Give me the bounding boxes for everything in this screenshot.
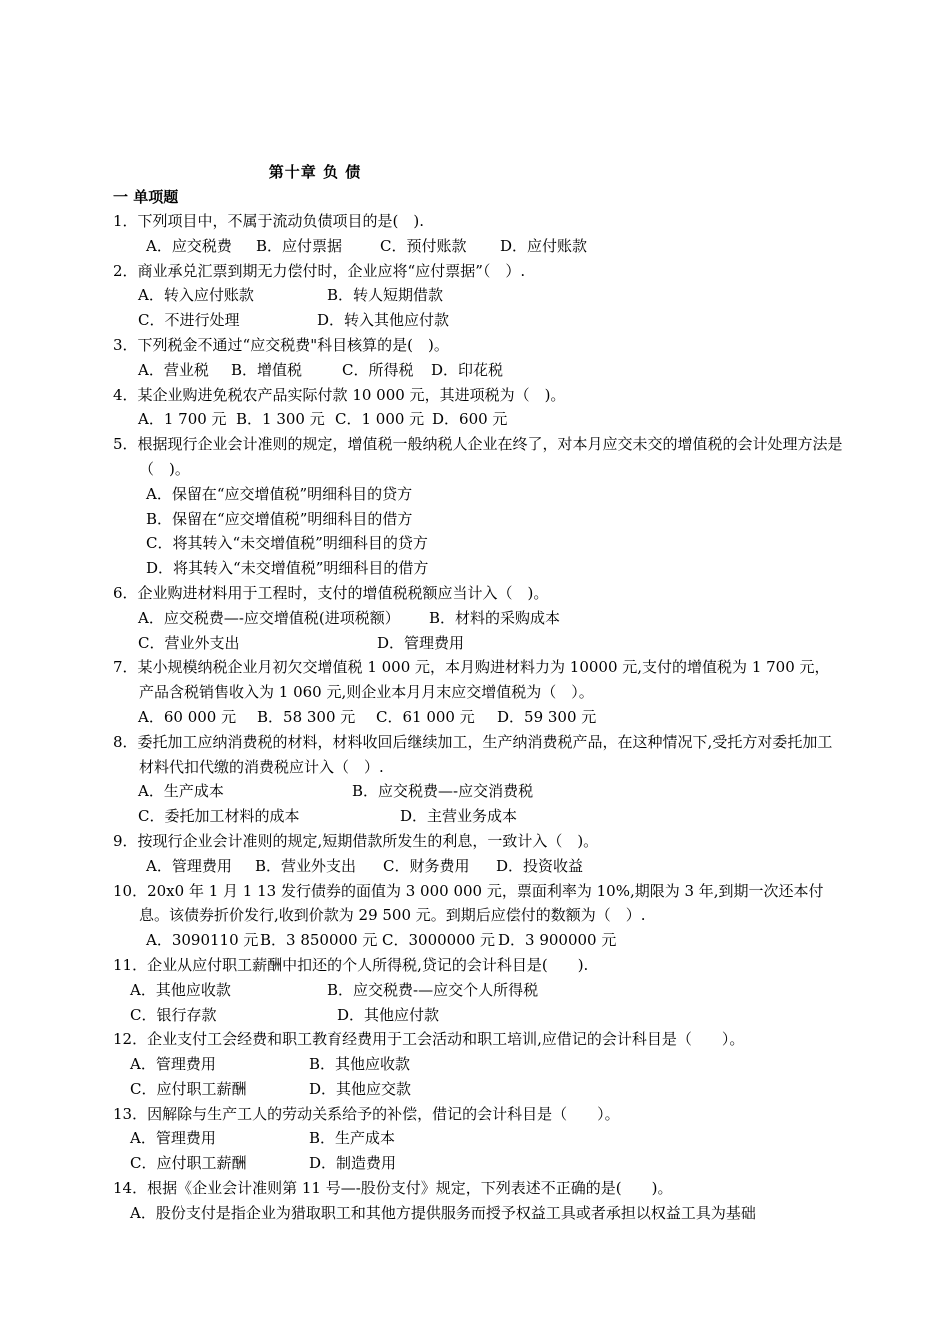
option-row — [113, 606, 843, 631]
option: B．应交税费-—应交个人所得税 — [327, 980, 539, 999]
option-row — [113, 1151, 843, 1176]
question-text: 4．某企业购进免税农产品实际付款 10 000 元，其进项税为（ )。 — [113, 385, 566, 404]
option: B．营业外支出 — [255, 856, 357, 875]
option: C．银行存款 — [130, 1005, 217, 1024]
option: B．保留在“应交增值税”明细科目的借方 — [146, 509, 413, 528]
option: B．转人短期借款 — [327, 286, 444, 305]
option: A．管理费用 — [130, 1129, 216, 1148]
option-row — [113, 854, 843, 879]
option-row — [113, 283, 843, 308]
option: C．营业外支出 — [138, 633, 240, 652]
option: D．3 900000 元 — [498, 931, 617, 950]
option: A．管理费用 — [146, 856, 232, 875]
option: A．生产成本 — [138, 782, 224, 801]
option: B．材料的采购成本 — [429, 608, 561, 627]
option: C．预付账款 — [380, 236, 467, 255]
option: D．印花税 — [431, 360, 504, 379]
option: D．主营业务成本 — [400, 807, 518, 826]
question-text: 8．委托加工应纳消费税的材料，材料收回后继续加工，生产纳消费税产品，在这种情况下,受托方对委托加工材料代扣代缴的消费税应计入（ ）. — [113, 732, 833, 776]
question-text: 11．企业从应付职工薪酬中扣还的个人所得税,贷记的会计科目是( ). — [113, 955, 589, 974]
option: D．投资收益 — [496, 856, 584, 875]
option-row — [113, 407, 843, 432]
option: B．3 850000 元 — [260, 931, 378, 950]
option: D．其他应交款 — [309, 1079, 412, 1098]
option: A．股份支付是指企业为猎取职工和其他方提供服务而授予权益工具或者承担以权益工具为基础 — [130, 1203, 756, 1222]
option: A．保留在“应交增值税”明细科目的贷方 — [146, 484, 413, 503]
question-text: 5．根据现行企业会计准则的规定，增值税一般纳税人企业在终了，对本月应交未交的增值税的会计处理方法是（ )。 — [113, 435, 843, 478]
option: A．其他应收款 — [130, 980, 231, 999]
option: B．应交税费—-应交消费税 — [352, 782, 534, 801]
option: C．所得税 — [342, 360, 414, 379]
section-title: 一 单项题 — [113, 188, 179, 206]
option: C．将其转入“未交增值税”明细科目的贷方 — [146, 534, 428, 553]
option: C．应付职工薪酬 — [130, 1079, 247, 1098]
chapter-title: 第十章 负 债 — [268, 163, 362, 181]
option: A．3090110 元 — [146, 931, 259, 950]
option: A．60 000 元 — [138, 707, 237, 726]
option-row — [113, 234, 843, 259]
option: A．转入应付账款 — [138, 286, 254, 305]
option-row — [113, 928, 843, 953]
option: A．管理费用 — [130, 1055, 216, 1074]
option-row — [113, 1052, 843, 1077]
option: D．其他应付款 — [337, 1005, 440, 1024]
question-list — [113, 209, 843, 1226]
option-row — [113, 1126, 843, 1151]
option: D．应付账款 — [500, 236, 588, 255]
question-text: 3．下列税金不通过“应交税费"科目核算的是( )。 — [113, 335, 449, 354]
option: A．营业税 — [138, 360, 209, 379]
option: C．应付职工薪酬 — [130, 1154, 247, 1173]
option: C．3000000 元 — [382, 931, 496, 950]
option: A．应交税费 — [146, 236, 232, 255]
option: B．1 300 元 — [236, 410, 325, 429]
question-text: 14．根据《企业会计准则第 11 号—-股份支付》规定，下列表述不正确的是( )。 — [113, 1179, 673, 1198]
question-text: 12．企业支付工会经费和职工教育经费用于工会活动和职工培训,应借记的会计科目是（ ）。 — [113, 1030, 745, 1049]
option-row — [113, 705, 843, 730]
question-text: 10．20x0 年 1 月 1 13 发行债券的面值为 3 000 000 元，票面利率为 10%,期限为 3 年,到期一次还本付息。该债券折价发行,收到价款为 29 500 元。到期后应偿付的数额为（ ）. — [113, 881, 824, 925]
question-text: 7．某小规模纳税企业月初欠交增值税 1 000 元，本月购进材料力为 10000 元,支付的增值税为 1 700 元，产品含税销售收入为 1 060 元,则企业本月月末应交增值税为（ ）。 — [113, 658, 830, 702]
option: D．59 300 元 — [497, 707, 597, 726]
question-text: 6．企业购进材料用于工程时，支付的增值税税额应当计入（ )。 — [113, 583, 549, 602]
option: D．管理费用 — [377, 633, 465, 652]
option: C．不进行处理 — [138, 311, 240, 330]
option: B．58 300 元 — [257, 707, 356, 726]
option-row — [113, 1077, 843, 1102]
question-text: 1．下列项目中，不属于流动负债项目的是( ). — [113, 212, 425, 230]
option-row — [113, 631, 843, 656]
option: C．1 000 元 — [335, 410, 425, 429]
option-row — [113, 1003, 843, 1028]
option: B．生产成本 — [309, 1129, 396, 1148]
option-row — [113, 779, 843, 804]
option-row — [113, 804, 843, 829]
option: A．应交税费—-应交增值税(进项税额） — [138, 608, 400, 627]
option: B．增值税 — [231, 360, 303, 379]
option: C．61 000 元 — [376, 707, 475, 726]
option-row — [113, 308, 843, 333]
option: D．将其转入“未交增值税”明细科目的借方 — [146, 559, 429, 578]
option: D．转入其他应付款 — [317, 311, 450, 330]
option: C．财务费用 — [383, 856, 470, 875]
option: B．其他应收款 — [309, 1055, 411, 1074]
option-row — [113, 358, 843, 383]
option: B．应付票据 — [256, 236, 343, 255]
option-row — [113, 978, 843, 1003]
question-text: 2．商业承兑汇票到期无力偿付时，企业应将“应付票据”（ ）. — [113, 261, 526, 280]
option: C．委托加工材料的成本 — [138, 807, 300, 826]
option: D．600 元 — [432, 410, 508, 429]
question-text: 13．因解除与生产工人的劳动关系给予的补偿，借记的会计科目是（ ）。 — [113, 1104, 620, 1123]
option: A．1 700 元 — [138, 410, 227, 429]
question-text: 9．按现行企业会计准则的规定,短期借款所发生的利息，一致计入（ )。 — [113, 831, 599, 850]
option: D．制造费用 — [309, 1154, 397, 1173]
